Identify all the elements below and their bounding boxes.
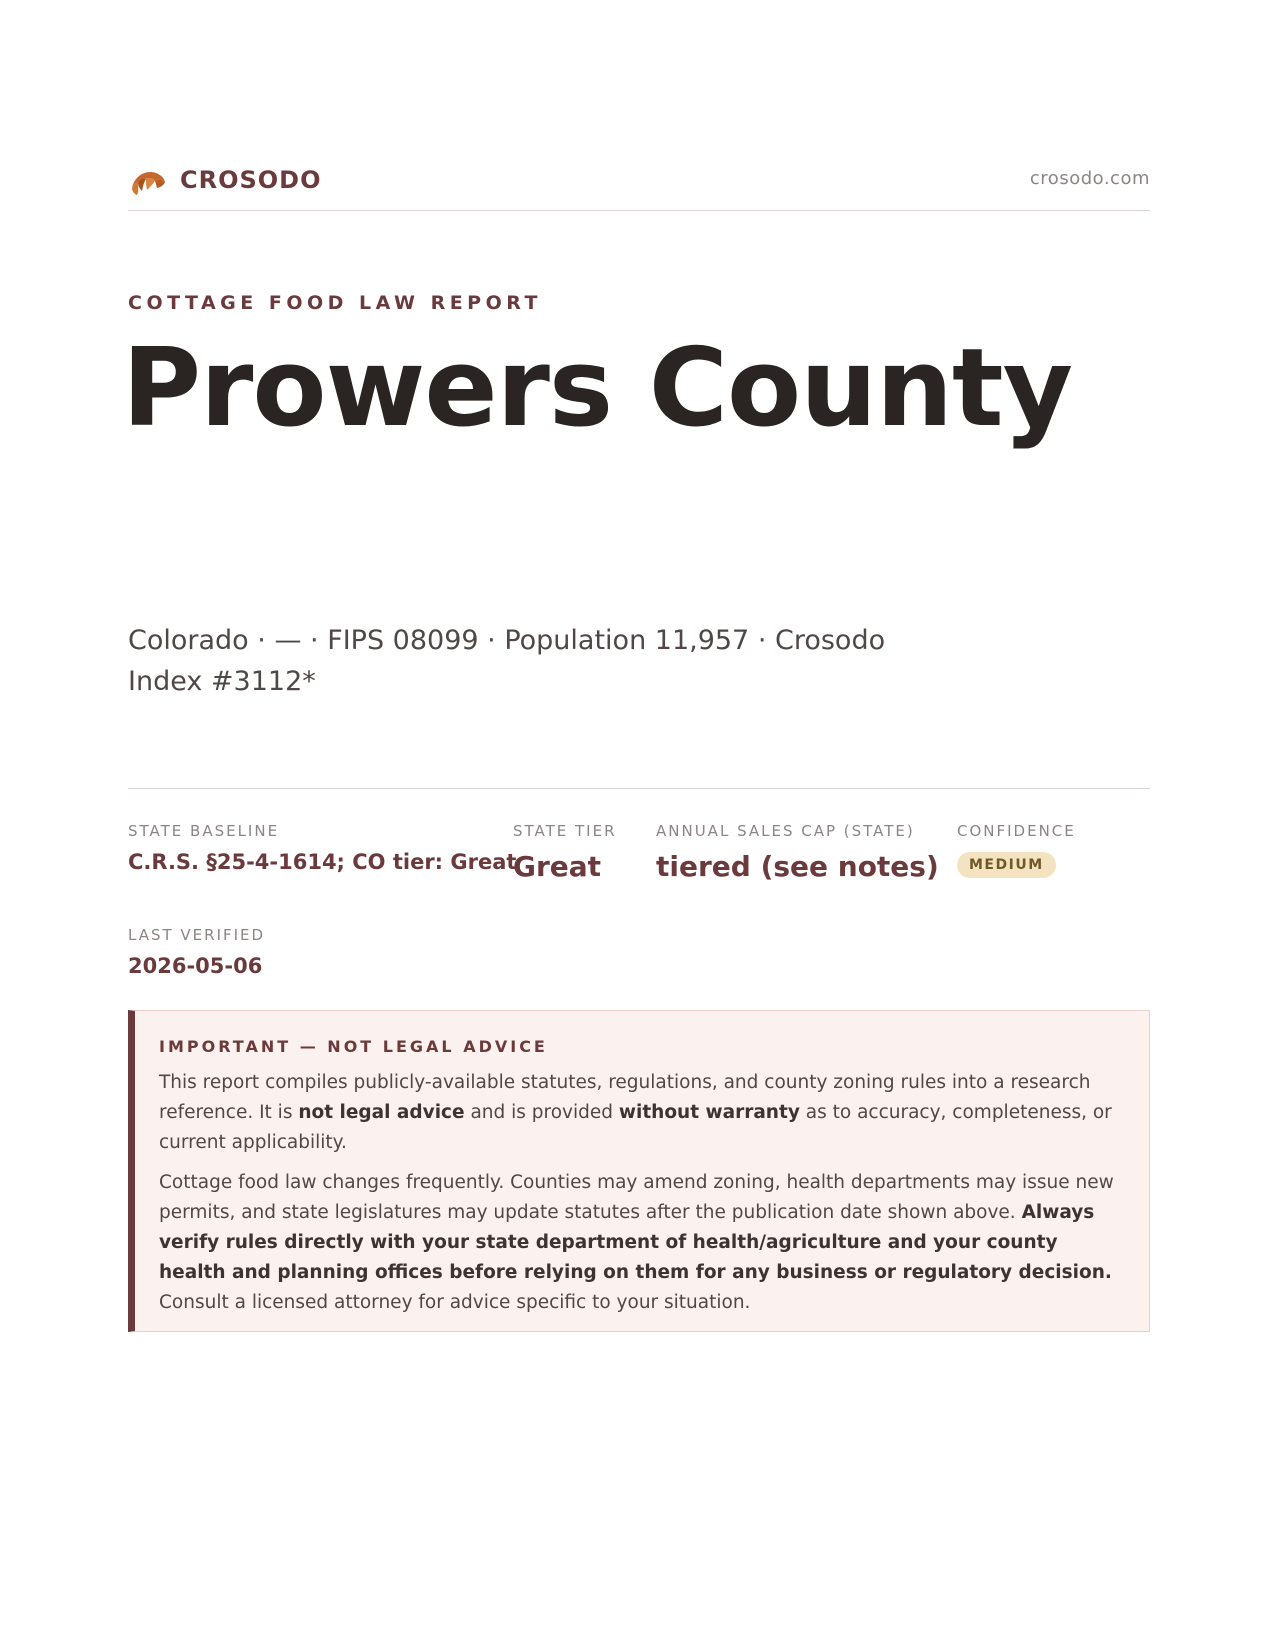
fact-confidence — [957, 822, 1076, 878]
fact-value: 2026-05-06 — [128, 954, 263, 978]
notice-text: Cottage food law changes frequently. Counties may amend zoning, health departments may issue new permits, and state legislatures may update statutes after the publication date shown above. — [159, 1172, 1114, 1223]
notice-emphasis: not legal advice — [298, 1102, 465, 1123]
notice-emphasis: Always verify rules directly with your state department of health/agriculture and your county health and planning offices before relying on them for any business or regulatory decision. — [159, 1202, 1112, 1283]
fact-last-verified — [128, 926, 265, 978]
fact-state-baseline — [128, 822, 516, 874]
notice-paragraph — [159, 1068, 1123, 1158]
site-url-link[interactable]: crosodo.com — [1029, 168, 1150, 189]
notice-text: Consult a licensed attorney for advice specific to your situation. — [159, 1292, 751, 1313]
brand-name: CROSODO — [180, 166, 322, 194]
page-header — [128, 158, 1150, 211]
report-subtitle: Colorado · — · FIPS 08099 · Population 11,957 · Crosodo Index #3112* — [128, 625, 886, 697]
notice-text: and is provided — [464, 1102, 619, 1123]
fact-value: C.R.S. §25-4-1614; CO tier: Great — [128, 850, 517, 874]
fact-value: Great — [513, 850, 602, 883]
page-title: Prowers County — [122, 326, 1073, 451]
croissant-icon — [128, 160, 168, 200]
fact-label: LAST VERIFIED — [128, 926, 266, 944]
fact-label: STATE BASELINE — [128, 822, 280, 840]
fact-label: STATE TIER — [513, 822, 617, 840]
fact-annual-sales-cap — [656, 822, 939, 883]
section-divider — [128, 788, 1150, 789]
confidence-badge: MEDIUM — [957, 852, 1056, 878]
notice-paragraph — [159, 1168, 1123, 1318]
fact-label: CONFIDENCE — [957, 822, 1076, 840]
report-eyebrow: COTTAGE FOOD LAW REPORT — [128, 292, 542, 314]
fact-label: ANNUAL SALES CAP (STATE) — [656, 822, 915, 840]
notice-emphasis: without warranty — [618, 1102, 800, 1123]
fact-state-tier — [513, 822, 617, 883]
fact-value: tiered (see notes) — [656, 850, 939, 883]
notice-text: as to accuracy, completeness, or current applicability. — [159, 1102, 1112, 1153]
legal-notice — [128, 1010, 1150, 1332]
notice-title: IMPORTANT — NOT LEGAL ADVICE — [159, 1037, 548, 1056]
notice-text: This report compiles publicly-available statutes, regulations, and county zoning rules into a research reference. It is — [159, 1072, 1091, 1123]
brand[interactable] — [128, 160, 322, 200]
